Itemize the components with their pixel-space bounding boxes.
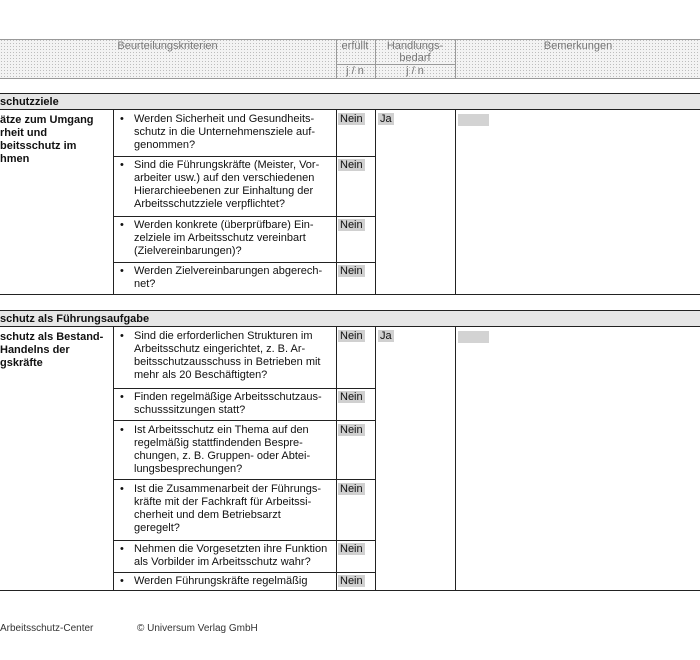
criterion-1-line: beitsschutz im	[0, 140, 77, 152]
question-line: • Werden Sicherheit und Gesundheits-	[134, 113, 315, 125]
section-2-col-3	[375, 326, 376, 591]
action-value-2	[378, 330, 394, 343]
question-1-4	[115, 265, 336, 291]
section-1-top-border	[0, 93, 700, 94]
header-divider-3	[455, 39, 456, 79]
question-line: genommen?	[134, 139, 196, 151]
question-2-3	[115, 424, 336, 476]
header-yn-action: j / n	[406, 65, 424, 77]
footer-copyright: © Universum Verlag GmbH	[137, 623, 258, 634]
section-2-row-3	[113, 479, 376, 480]
question-line: cherheit und dem Betriebsarzt	[134, 509, 281, 521]
section-1-row-1	[113, 156, 376, 157]
question-line: net?	[134, 278, 156, 290]
header-action: Handlungs-	[386, 40, 444, 52]
ja-value: Ja	[380, 330, 392, 342]
header-divider-2	[375, 39, 376, 79]
question-line: lungsbesprechungen?	[134, 463, 243, 475]
question-line: arbeiter usw.) auf den verschiedenen	[134, 172, 315, 184]
question-line: • Sind die Führungskräfte (Meister, Vor-	[134, 159, 320, 171]
section-2-row-2	[113, 420, 376, 421]
section-1-bottom-border	[0, 294, 700, 295]
section-1-col-4	[455, 109, 456, 295]
question-line: chungen, z. B. Gruppen- oder Abtei-	[134, 450, 311, 462]
criterion-2-line: Handelns der	[0, 344, 70, 356]
action-value-1	[378, 113, 394, 126]
criterion-1	[0, 114, 112, 166]
nein-value: Nein	[340, 391, 363, 403]
nein-value: Nein	[340, 265, 363, 277]
fulfilled-value-1-2	[338, 159, 365, 172]
header-divider-1	[336, 39, 337, 79]
header-top-border	[0, 39, 700, 40]
section-2-row-1	[113, 388, 376, 389]
section-1-col-1	[113, 109, 114, 295]
remarks-field-2[interactable]	[458, 331, 489, 343]
section-2-title-border	[0, 326, 700, 327]
question-line: zelziele im Arbeitsschutz vereinbart	[134, 232, 306, 244]
criterion-1-line: ätze zum Umgang	[0, 114, 94, 126]
nein-value: Nein	[340, 575, 363, 587]
nein-value: Nein	[340, 113, 363, 125]
header-fulfilled: erfüllt	[341, 40, 369, 52]
question-line: • Sind die erforderlichen Strukturen im	[134, 330, 313, 342]
section-2-row-4	[113, 540, 376, 541]
criterion-1-line: hmen	[0, 153, 30, 165]
question-line: schusssitzungen statt?	[134, 404, 246, 416]
question-line: schutz in die Unternehmensziele auf-	[134, 126, 315, 138]
section-1-title-border	[0, 109, 700, 110]
criterion-2-line: gskräfte	[0, 357, 43, 369]
section-1-row-2	[113, 216, 376, 217]
section-title-2: schutz als Führungsaufgabe	[0, 311, 700, 326]
question-line: • Ist Arbeitsschutz ein Thema auf den	[134, 424, 309, 436]
question-line: Arbeitsschutzziele verpflichtet?	[134, 198, 286, 210]
question-2-4	[115, 483, 336, 535]
remarks-field-1[interactable]	[458, 114, 489, 126]
question-1-2	[115, 159, 336, 211]
section-2-bottom-border	[0, 590, 700, 591]
section-title-1: schutzziele	[0, 94, 700, 109]
fulfilled-value-2-2	[338, 391, 365, 404]
question-line: regelmäßig stattfindenden Bespre-	[134, 437, 303, 449]
section-1-row-3	[113, 262, 376, 263]
nein-value: Nein	[340, 159, 363, 171]
question-2-2	[115, 391, 336, 417]
header-criteria: Beurteilungskriterien	[117, 40, 218, 52]
header-action-2: bedarf	[399, 52, 431, 64]
fulfilled-value-1-1	[338, 113, 365, 126]
section-2-col-1	[113, 326, 114, 591]
question-line: geregelt?	[134, 522, 180, 534]
fulfilled-value-2-4	[338, 483, 365, 496]
question-line: • Werden Zielvereinbarungen abgerech-	[134, 265, 323, 277]
criterion-2-line: schutz als Bestand-	[0, 331, 104, 343]
criterion-2	[0, 331, 112, 370]
section-2-row-5	[113, 572, 376, 573]
fulfilled-value-2-5	[338, 543, 365, 556]
question-line: • Nehmen die Vorgesetzten ihre Funktion	[134, 543, 328, 555]
question-2-1	[115, 330, 336, 382]
question-line: mehr als 20 Beschäftigten?	[134, 369, 268, 381]
fulfilled-value-1-4	[338, 265, 365, 278]
criterion-1-line: rheit und	[0, 127, 48, 139]
question-2-6	[115, 575, 336, 588]
nein-value: Nein	[340, 424, 363, 436]
question-1-3	[115, 219, 336, 258]
question-line: • Werden konkrete (überprüfbare) Ein-	[134, 219, 314, 231]
nein-value: Nein	[340, 543, 363, 555]
header-remarks: Bemerkungen	[543, 40, 613, 52]
nein-value: Nein	[340, 483, 363, 495]
section-1-col-2	[336, 109, 337, 295]
section-2-top-border	[0, 310, 700, 311]
question-line: • Werden Führungskräfte regelmäßig	[134, 575, 308, 587]
section-2-col-4	[455, 326, 456, 591]
fulfilled-value-2-1	[338, 330, 365, 343]
question-line: (Zielvereinbarungen)?	[134, 245, 242, 257]
section-1-col-3	[375, 109, 376, 295]
footer-left: Arbeitsschutz-Center	[0, 623, 94, 634]
fulfilled-value-2-6	[338, 575, 365, 588]
question-line: Hierarchieebenen zur Einhaltung der	[134, 185, 314, 197]
section-2-col-2	[336, 326, 337, 591]
header-bottom-border	[0, 78, 700, 79]
question-2-5	[115, 543, 336, 569]
question-line: Arbeitsschutz eingerichtet, z. B. Ar-	[134, 343, 306, 355]
question-line: • Ist die Zusammenarbeit der Führungs-	[134, 483, 322, 495]
nein-value: Nein	[340, 219, 363, 231]
fulfilled-value-1-3	[338, 219, 365, 232]
question-line: beitsschutzausschuss in Betrieben mit	[134, 356, 321, 368]
question-line: als Vorbilder im Arbeitsschutz wahr?	[134, 556, 311, 568]
question-line: kräfte mit der Fachkraft für Arbeitssi-	[134, 496, 312, 508]
fulfilled-value-2-3	[338, 424, 365, 437]
question-1-1	[115, 113, 336, 152]
nein-value: Nein	[340, 330, 363, 342]
header-mid-border	[336, 64, 455, 65]
question-line: • Finden regelmäßige Arbeitsschutzaus-	[134, 391, 322, 403]
header-yn-fulfilled: j / n	[346, 65, 364, 77]
ja-value: Ja	[380, 113, 392, 125]
